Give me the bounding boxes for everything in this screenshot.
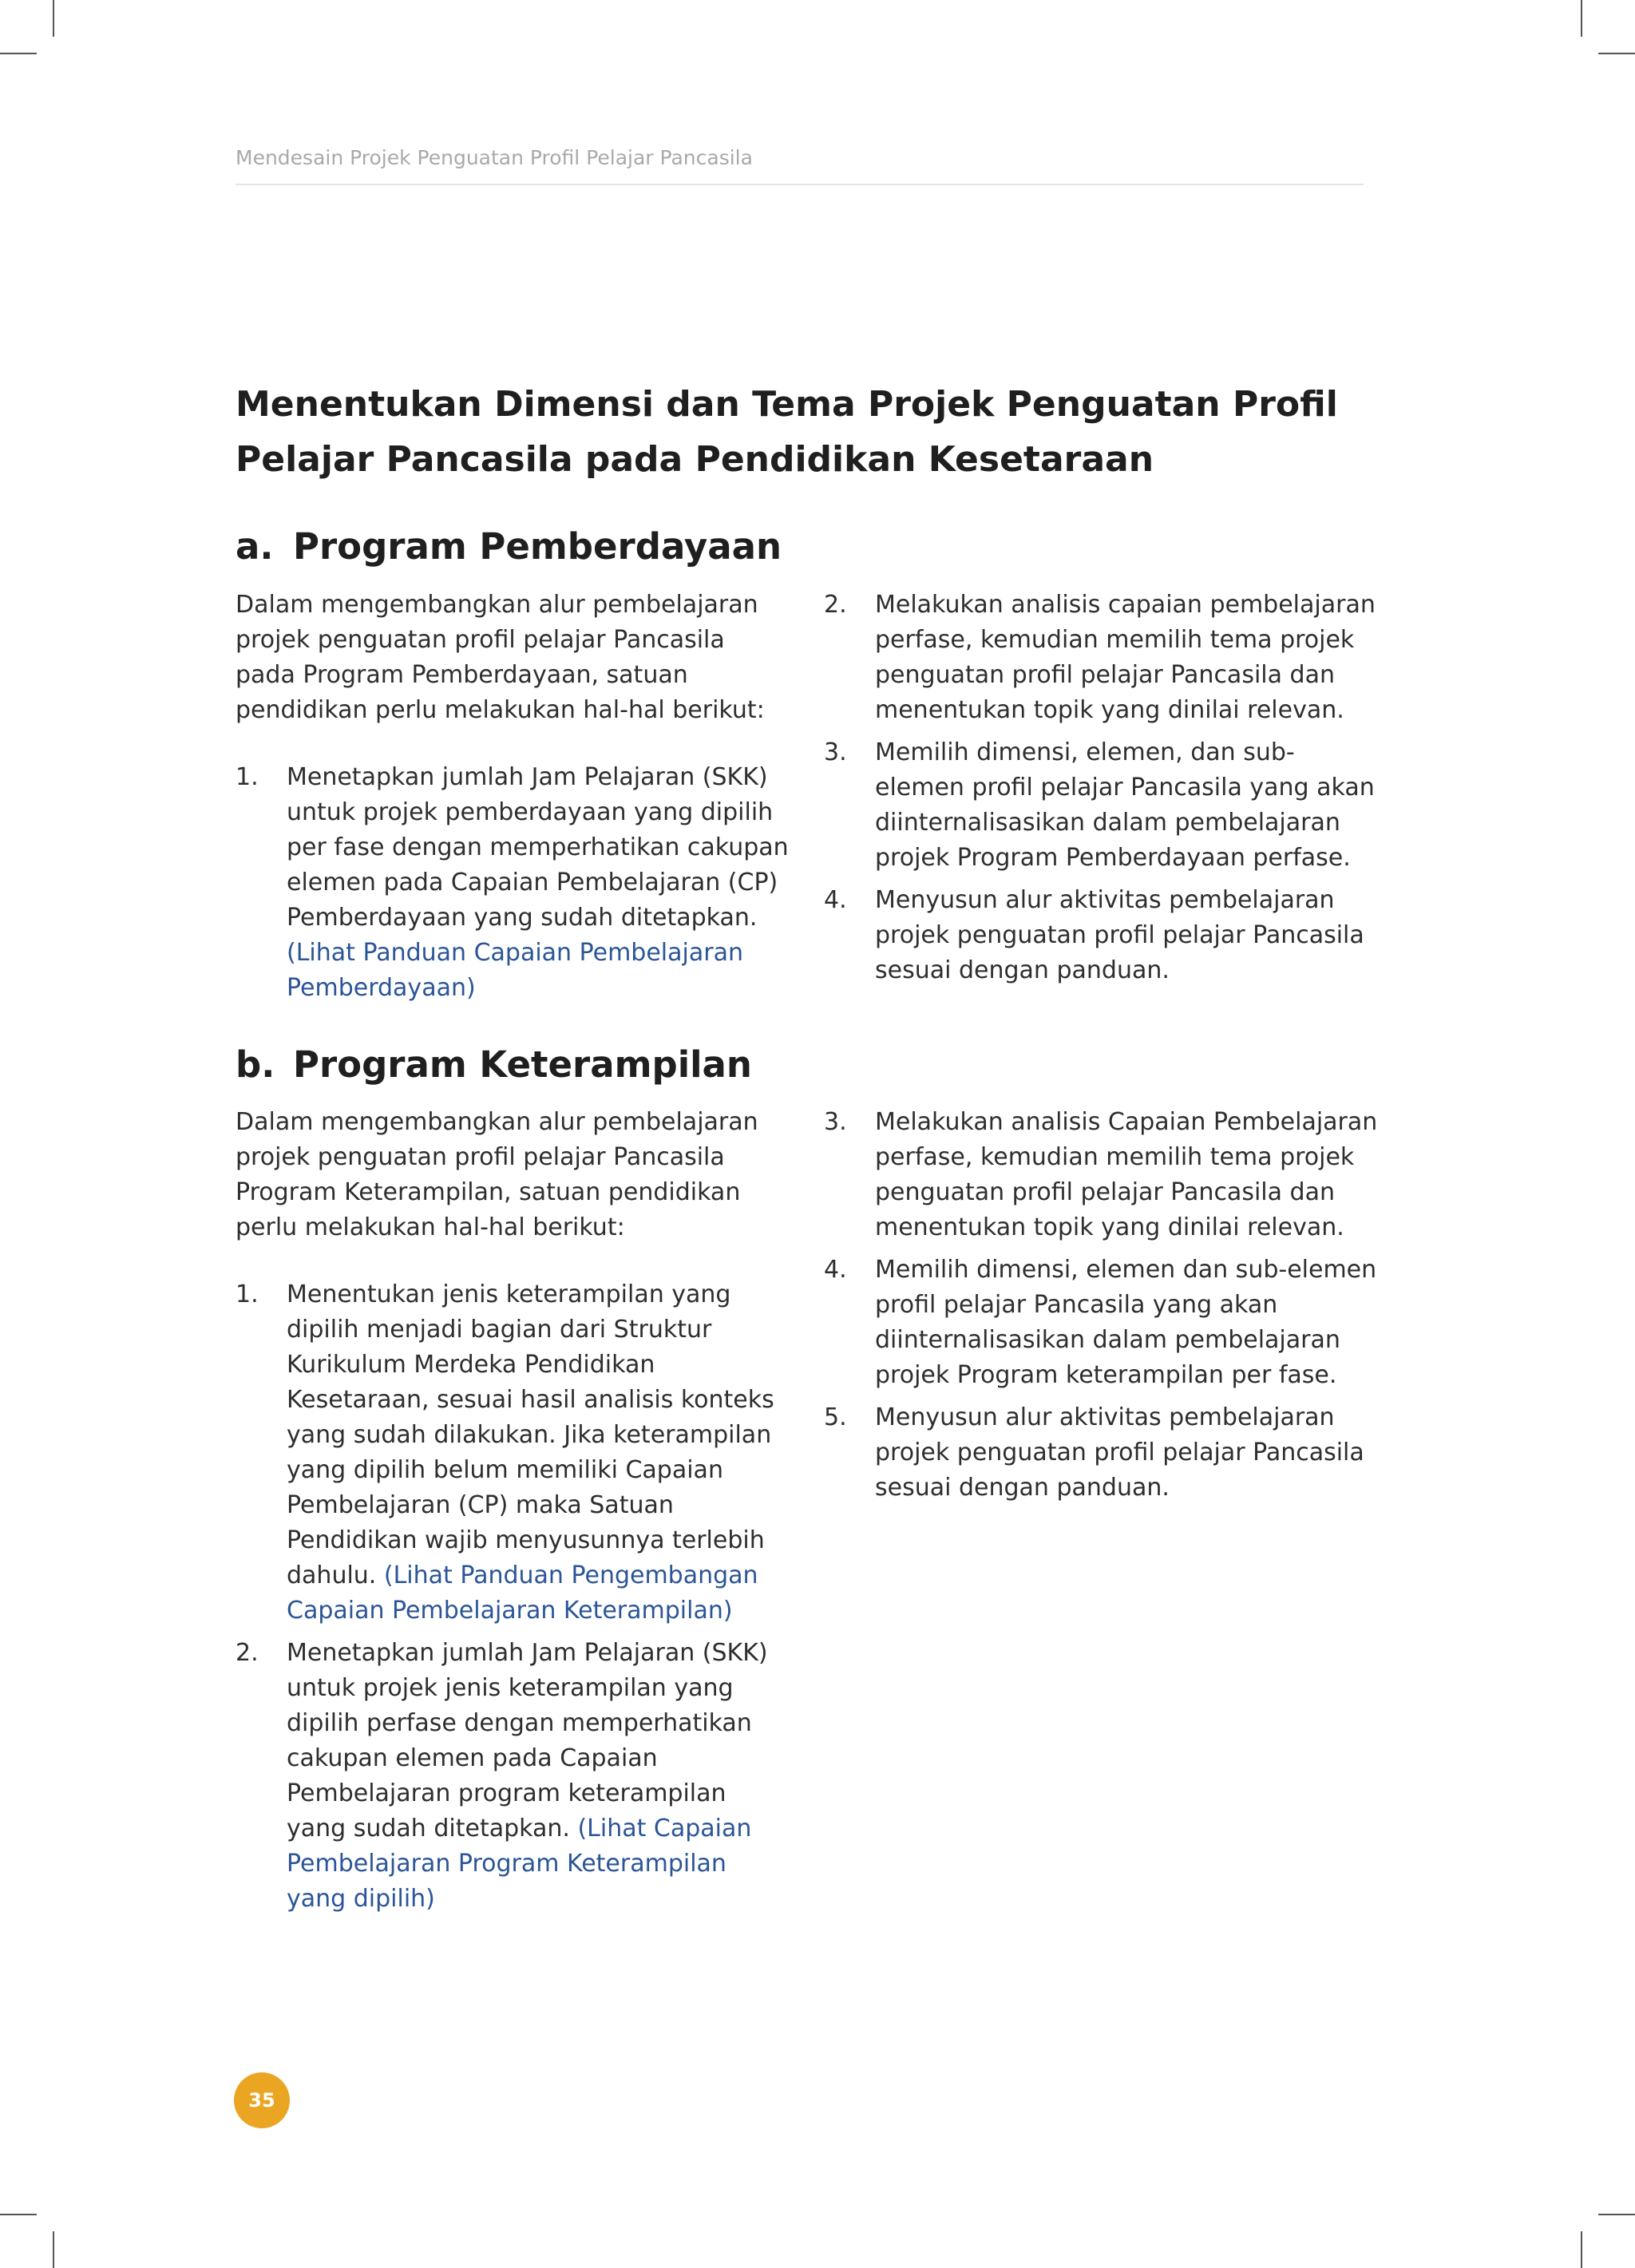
list-item-number: 4. xyxy=(824,886,847,914)
list-item-text: Melakukan analisis Capaian Pembelajaran perfase, kemudian memilih tema projek penguatan profil pelajar Pancasila dan menentukan topik yang dinilai relevan. xyxy=(875,1108,1378,1241)
list-item xyxy=(236,760,790,1006)
section-b-intro: Dalam mengembangkan alur pembelajaran projek penguatan profil pelajar Pancasila Program Keterampilan, satuan pendidikan perlu melakukan hal-hal berikut: xyxy=(236,1108,758,1241)
section-a-letter: a. xyxy=(236,525,274,568)
guide-link[interactable]: (Lihat Panduan Capaian Pembelajaran Pemberdayaan) xyxy=(287,939,743,1002)
list-item-number: 1. xyxy=(236,763,259,791)
section-a-title: Program Pemberdayaan xyxy=(293,525,782,568)
section-a-left-column xyxy=(236,588,790,1013)
list-item-text: Melakukan analisis capaian pembelajaran perfase, kemudian memilih tema projek penguatan profil pelajar Pancasila dan menentukan topik yang dinilai relevan. xyxy=(875,591,1376,724)
guide-link[interactable]: (Lihat Capaian Pembelajaran Program Keterampilan yang dipilih) xyxy=(287,1815,752,1913)
crop-mark xyxy=(1581,0,1582,37)
list-item xyxy=(824,735,1379,876)
section-a-list-left xyxy=(236,760,790,1006)
list-item-number: 2. xyxy=(824,591,847,619)
page-title: Menentukan Dimensi dan Tema Projek Penguatan Profil Pelajar Pancasila pada Pendidikan Kesetaraan xyxy=(236,384,1338,480)
list-item xyxy=(824,1253,1379,1393)
list-item-text: Menetapkan jumlah Jam Pelajaran (SKK) untuk projek pemberdayaan yang dipilih per fase dengan memperhatikan cakupan elemen pada Capaian Pembelajaran (CP) Pemberdayaan yang sudah ditetapkan. xyxy=(287,763,789,932)
running-header: Mendesain Projek Penguatan Profil Pelajar Pancasila xyxy=(236,146,753,169)
list-item-text: Memilih dimensi, elemen dan sub-elemen profil pelajar Pancasila yang akan diinternalisasikan dalam pembelajaran projek Program keterampilan per fase. xyxy=(875,1256,1377,1389)
list-item-number: 2. xyxy=(236,1639,259,1667)
crop-mark xyxy=(1598,53,1635,54)
section-b-list-left xyxy=(236,1277,790,1917)
list-item xyxy=(824,1400,1379,1506)
list-item-text: Menetapkan jumlah Jam Pelajaran (SKK) untuk projek jenis keterampilan yang dipilih perfase dengan memperhatikan cakupan elemen pada Capaian Pembelajaran program keterampilan yang sudah ditetapkan. xyxy=(287,1639,768,1843)
section-a-intro: Dalam mengembangkan alur pembelajaran projek penguatan profil pelajar Pancasila pada Program Pemberdayaan, satuan pendidikan perlu melakukan hal-hal berikut: xyxy=(236,591,765,724)
list-item-number: 1. xyxy=(236,1280,259,1308)
crop-mark xyxy=(1598,2214,1635,2215)
list-item-number: 3. xyxy=(824,738,847,766)
section-b-list-right xyxy=(824,1105,1379,1506)
crop-mark xyxy=(0,2214,37,2215)
section-b-letter: b. xyxy=(236,1043,275,1086)
list-item-number: 4. xyxy=(824,1256,847,1284)
guide-link[interactable]: (Lihat Panduan Pengembangan Capaian Pembelajaran Keterampilan) xyxy=(287,1561,758,1625)
list-item-text: Menentukan jenis keterampilan yang dipilih menjadi bagian dari Struktur Kurikulum Merdeka Pendidikan Kesetaraan, sesuai hasil analisis konteks yang sudah dilakukan. Jika keterampilan yang dipilih belum memiliki Capaian Pembelajaran (CP) maka Satuan Pendidikan wajib menyusunnya terlebih dahulu. xyxy=(287,1280,774,1589)
section-a-heading xyxy=(236,525,782,568)
crop-mark xyxy=(0,53,37,54)
list-item-text: Menyusun alur aktivitas pembelajaran projek penguatan profil pelajar Pancasila sesuai dengan panduan. xyxy=(875,886,1364,984)
section-b-heading xyxy=(236,1043,752,1086)
section-b-left-column xyxy=(236,1105,790,1924)
list-item-number: 5. xyxy=(824,1403,847,1431)
section-a-right-column xyxy=(824,588,1379,995)
list-item xyxy=(824,1105,1379,1245)
header-divider xyxy=(236,184,1364,185)
list-item xyxy=(236,1277,790,1629)
list-item-number: 3. xyxy=(824,1108,847,1136)
list-item xyxy=(236,1636,790,1917)
section-a-list-right xyxy=(824,588,1379,988)
list-item xyxy=(824,883,1379,988)
page-number-badge: 35 xyxy=(234,2072,290,2128)
section-b-right-column xyxy=(824,1105,1379,1513)
crop-mark xyxy=(1581,2231,1582,2268)
crop-mark xyxy=(53,0,54,37)
section-b-title: Program Keterampilan xyxy=(293,1043,752,1086)
list-item-text: Memilih dimensi, elemen, dan sub-elemen profil pelajar Pancasila yang akan diinternalisasikan dalam pembelajaran projek Program Pemberdayaan perfase. xyxy=(875,738,1375,872)
list-item-text: Menyusun alur aktivitas pembelajaran projek penguatan profil pelajar Pancasila sesuai dengan panduan. xyxy=(875,1403,1364,1502)
crop-mark xyxy=(53,2231,54,2268)
list-item xyxy=(824,588,1379,728)
